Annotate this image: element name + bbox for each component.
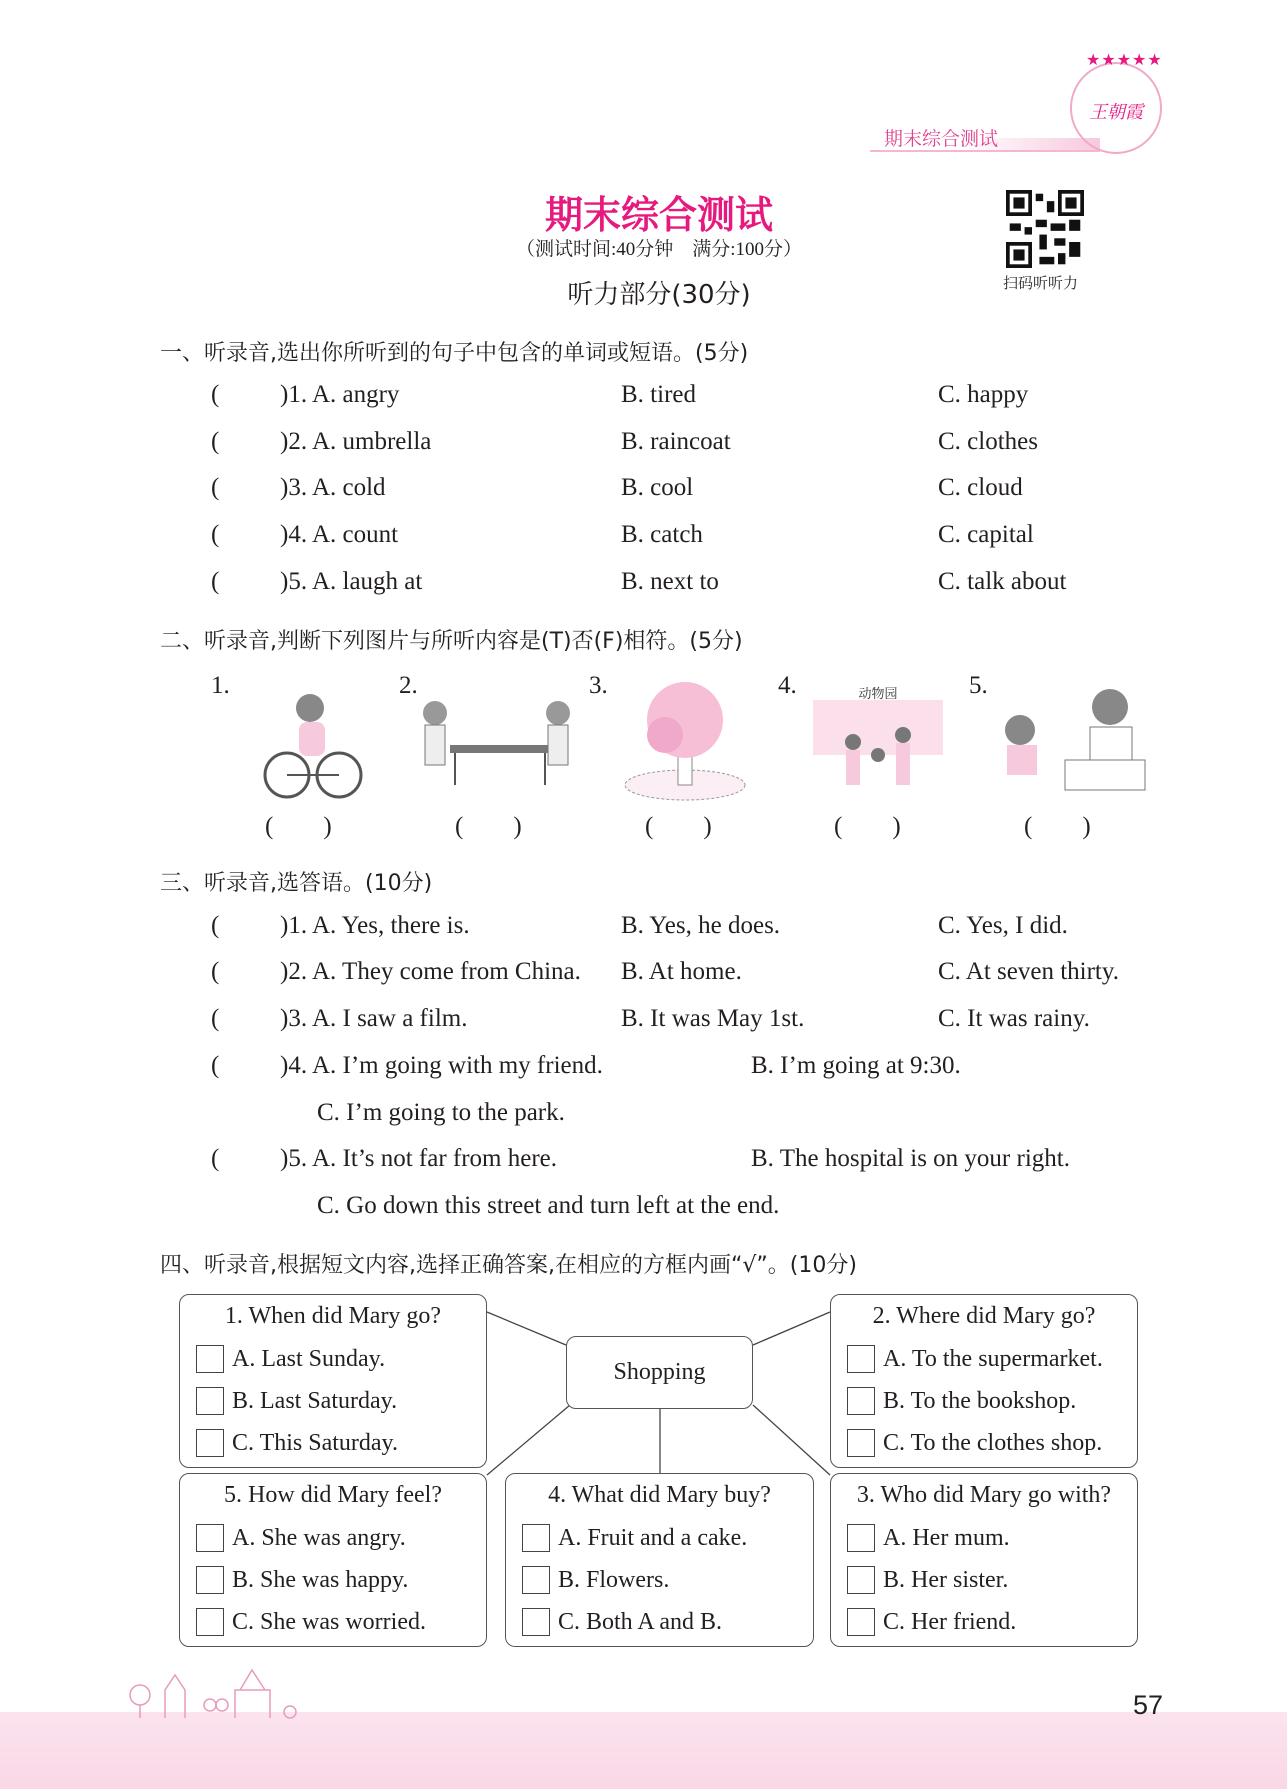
question-label: 5. How did Mary feel? — [224, 1482, 442, 1508]
question-label: 3. Who did Mary go with? — [856, 1482, 1112, 1508]
answer-paren[interactable]: ( — [211, 428, 220, 455]
option-row[interactable] — [847, 1608, 1016, 1636]
answer-paren[interactable]: ( ) — [455, 813, 522, 840]
option-row[interactable] — [196, 1524, 406, 1552]
answer-paren[interactable]: ( — [211, 1052, 220, 1079]
section4-heading: 四、听录音,根据短文内容,选择正确答案,在相应的方框内画“√”。(10分) — [160, 1253, 857, 1278]
option-label: A. Fruit and a cake. — [558, 1524, 748, 1551]
answer-paren[interactable]: ( ) — [1024, 813, 1091, 840]
option-c: C. It was rainy. — [938, 1005, 1090, 1032]
checkbox[interactable] — [196, 1566, 224, 1594]
question-box-5 — [179, 1473, 487, 1647]
checkbox[interactable] — [522, 1524, 550, 1552]
checkbox[interactable] — [847, 1608, 875, 1636]
option-label: C. Her friend. — [883, 1608, 1017, 1635]
option-a: )5. A. laugh at — [280, 568, 423, 595]
picture-number: 2. — [399, 672, 418, 699]
option-c: C. talk about — [938, 568, 1067, 595]
option-row[interactable] — [196, 1608, 426, 1636]
answer-paren[interactable]: ( — [211, 1145, 220, 1172]
option-row[interactable] — [847, 1429, 1102, 1457]
answer-paren[interactable]: ( ) — [265, 813, 332, 840]
page-number: 57 — [1133, 1690, 1164, 1720]
option-label: B. To the bookshop. — [883, 1387, 1077, 1414]
option-b: B. cool — [621, 474, 694, 501]
part-title: 听力部分(30分) — [567, 280, 751, 310]
center-label: Shopping — [613, 1359, 706, 1385]
checkbox[interactable] — [847, 1524, 875, 1552]
option-row[interactable] — [196, 1429, 398, 1457]
option-c: C. clothes — [938, 428, 1038, 455]
section3-heading: 三、听录音,选答语。(10分) — [160, 871, 433, 896]
option-c: C. Yes, I did. — [938, 912, 1068, 939]
checkbox[interactable] — [196, 1387, 224, 1415]
option-label: C. To the clothes shop. — [883, 1429, 1103, 1456]
checkbox[interactable] — [522, 1566, 550, 1594]
brand-logo: ★★★★★ 王朝霞 — [1070, 62, 1162, 154]
option-a: )1. A. Yes, there is. — [280, 912, 470, 939]
answer-paren[interactable]: ( — [211, 912, 220, 939]
option-b: B. I’m going at 9:30. — [751, 1052, 961, 1079]
option-a: )4. A. I’m going with my friend. — [280, 1052, 603, 1079]
option-c: C. capital — [938, 521, 1034, 548]
option-a: )4. A. count — [280, 521, 399, 548]
option-label: A. Last Sunday. — [232, 1345, 386, 1372]
option-label: C. Both A and B. — [558, 1608, 723, 1635]
page-title: 期末综合测试 — [544, 193, 773, 237]
option-row[interactable] — [847, 1387, 1076, 1415]
qr-caption: 扫码听听力 — [1003, 274, 1079, 292]
option-row[interactable] — [196, 1566, 408, 1594]
option-row[interactable] — [847, 1524, 1010, 1552]
question-box-1 — [179, 1294, 487, 1468]
zoo-sign: 动物园 — [858, 686, 898, 701]
option-c: C. Go down this street and turn left at the end. — [317, 1192, 780, 1219]
picture-number: 5. — [969, 672, 988, 699]
option-label: B. Flowers. — [558, 1566, 670, 1593]
question-box-2 — [830, 1294, 1138, 1468]
checkbox[interactable] — [847, 1566, 875, 1594]
answer-paren[interactable]: ( — [211, 474, 220, 501]
checkbox[interactable] — [522, 1608, 550, 1636]
option-label: A. Her mum. — [883, 1524, 1010, 1551]
answer-paren[interactable]: ( ) — [834, 813, 901, 840]
mindmap-center — [566, 1336, 753, 1409]
checkbox[interactable] — [196, 1429, 224, 1457]
picture-number: 1. — [211, 672, 230, 699]
checkbox[interactable] — [196, 1345, 224, 1373]
option-a: )3. A. I saw a film. — [280, 1005, 468, 1032]
question-box-3 — [830, 1473, 1138, 1647]
option-c: C. happy — [938, 381, 1029, 408]
checkbox[interactable] — [196, 1608, 224, 1636]
picture-number: 4. — [778, 672, 797, 699]
option-label: C. She was worried. — [232, 1608, 426, 1635]
option-b: B. catch — [621, 521, 703, 548]
option-a: )2. A. umbrella — [280, 428, 432, 455]
option-c: C. cloud — [938, 474, 1023, 501]
header-label: 期末综合测试 — [884, 128, 999, 150]
option-label: B. Last Saturday. — [232, 1387, 398, 1414]
option-row[interactable] — [196, 1387, 397, 1415]
answer-paren[interactable]: ( — [211, 958, 220, 985]
option-a: )5. A. It’s not far from here. — [280, 1145, 558, 1172]
question-label: 1. When did Mary go? — [224, 1303, 442, 1329]
answer-paren[interactable]: ( — [211, 568, 220, 595]
option-b: B. raincoat — [621, 428, 731, 455]
option-a: )2. A. They come from China. — [280, 958, 581, 985]
section1-heading: 一、听录音,选出你所听到的句子中包含的单词或短语。(5分) — [160, 341, 749, 366]
section2-heading: 二、听录音,判断下列图片与所听内容是(T)否(F)相符。(5分) — [160, 629, 743, 654]
option-label: A. To the supermarket. — [883, 1345, 1103, 1372]
option-c: C. At seven thirty. — [938, 958, 1120, 985]
answer-paren[interactable]: ( — [211, 1005, 220, 1032]
option-a: )3. A. cold — [280, 474, 386, 501]
option-b: B. At home. — [621, 958, 742, 985]
option-b: B. Yes, he does. — [621, 912, 781, 939]
option-row[interactable] — [522, 1608, 722, 1636]
question-label: 2. Where did Mary go? — [872, 1303, 1096, 1329]
picture-number: 3. — [589, 672, 608, 699]
option-b: B. The hospital is on your right. — [751, 1145, 1070, 1172]
option-c: C. I’m going to the park. — [317, 1099, 565, 1126]
option-row[interactable] — [847, 1345, 1103, 1373]
option-b: B. tired — [621, 381, 696, 408]
option-label: B. Her sister. — [883, 1566, 1009, 1593]
option-row[interactable] — [847, 1566, 1008, 1594]
footer-band — [0, 1712, 1287, 1789]
checkbox[interactable] — [847, 1387, 875, 1415]
checkbox[interactable] — [847, 1345, 875, 1373]
answer-paren[interactable]: ( — [211, 381, 220, 408]
checkbox[interactable] — [196, 1524, 224, 1552]
question-box-4 — [505, 1473, 814, 1647]
option-b: B. next to — [621, 568, 719, 595]
option-a: )1. A. angry — [280, 381, 400, 408]
footer-town-decoration — [120, 1660, 400, 1720]
answer-paren[interactable]: ( — [211, 521, 220, 548]
answer-paren[interactable]: ( ) — [645, 813, 712, 840]
test-info: （测试时间:40分钟 满分:100分） — [515, 239, 803, 260]
option-label: A. She was angry. — [232, 1524, 406, 1551]
option-row[interactable] — [522, 1566, 669, 1594]
checkbox[interactable] — [847, 1429, 875, 1457]
question-label: 4. What did Mary buy? — [548, 1482, 771, 1508]
option-b: B. It was May 1st. — [621, 1005, 805, 1032]
option-label: B. She was happy. — [232, 1566, 409, 1593]
option-row[interactable] — [522, 1524, 747, 1552]
option-row[interactable] — [196, 1345, 385, 1373]
option-label: C. This Saturday. — [232, 1429, 398, 1456]
